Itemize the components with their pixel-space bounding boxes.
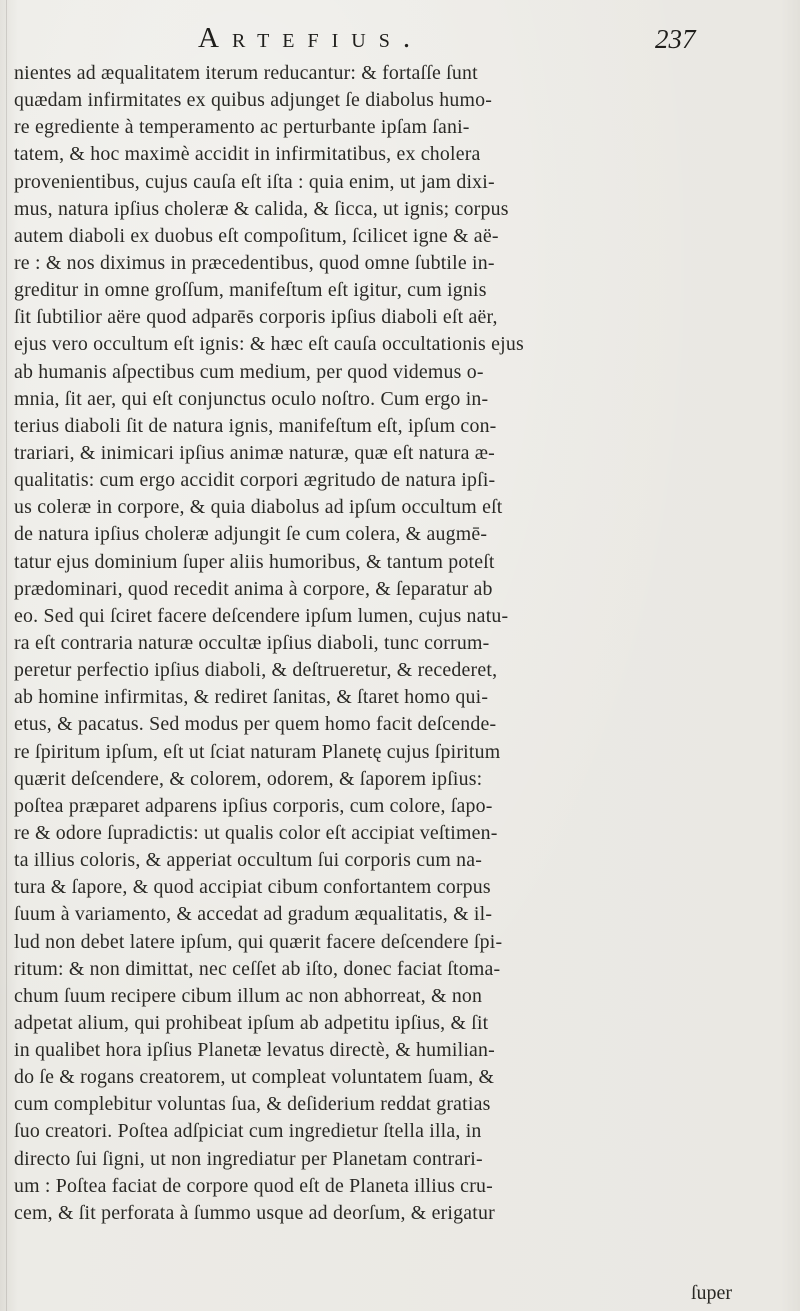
text-line: ſit ſubtilior aëre quod adparēs corporis ipſius diaboli eſt aër, [14, 306, 498, 329]
text-line: greditur in omne groſſum, manifeſtum eſt igitur, cum ignis [14, 279, 487, 302]
text-line: de natura ipſius choleræ adjungit ſe cum colera, & augmē- [14, 523, 488, 546]
text-line: ta illius coloris, & apperiat occultum ſui corporis cum na- [14, 849, 483, 872]
text-line: ab humanis aſpectibus cum medium, per quod videmus o- [14, 360, 484, 383]
text-line: directo ſui ſigni, ut non ingrediatur per Planetam contrari- [14, 1147, 483, 1170]
text-line: ra eſt contraria naturæ occultæ ipſius diaboli, tunc corrum- [14, 631, 490, 654]
text-line: etus, & pacatus. Sed modus per quem homo facit deſcende- [14, 713, 497, 736]
text-line: ritum: & non dimittat, nec ceſſet ab iſto, donec faciat ſtoma- [14, 957, 501, 980]
text-line: in qualibet hora ipſius Planetæ levatus directè, & humilian- [14, 1039, 496, 1062]
text-line: lud non debet latere ipſum, qui quærit facere deſcendere ſpi- [14, 930, 503, 953]
text-line: quærit deſcendere, & colorem, odorem, & ſaporem ipſius: [14, 767, 483, 790]
running-title: Artefius. [198, 22, 424, 54]
text-line: re ſpiritum ipſum, eſt ut ſciat naturam Planetę cujus ſpiritum [14, 740, 501, 763]
text-line: ſuo creatori. Poſtea adſpiciat cum ingredietur ſtella illa, in [14, 1120, 482, 1143]
page-header [0, 18, 800, 66]
text-line: re : & nos diximus in præcedentibus, quod omne ſubtile in- [14, 251, 495, 274]
text-line: adpetat alium, qui prohibeat ipſum ab adpetitu ipſius, & ſit [14, 1011, 489, 1034]
text-line: nientes ad æqualitatem iterum reducantur: & fortaſſe ſunt [14, 62, 478, 84]
text-line: mnia, ſit aer, qui eſt conjunctus oculo noſtro. Cum ergo in- [14, 387, 489, 410]
text-line: provenientibus, cujus cauſa eſt iſta : quia enim, ut jam dixi- [14, 170, 495, 193]
text-line: tatem, & hoc maximè accidit in infirmitatibus, ex cholera [14, 143, 481, 166]
text-line: autem diaboli ex duobus eſt compoſitum, ſcilicet igne & aë- [14, 224, 499, 247]
text-line: cum complebitur voluntas ſua, & deſiderium reddat gratias [14, 1093, 491, 1116]
text-line: tura & ſapore, & quod accipiat cibum confortantem corpus [14, 876, 491, 899]
text-line: qualitatis: cum ergo accidit corpori ægritudo de natura ipſi- [14, 469, 496, 492]
text-line: re & odore ſupradictis: ut qualis color eſt accipiat veſtimen- [14, 821, 498, 844]
text-line: chum ſuum recipere cibum illum ac non abhorreat, & non [14, 984, 483, 1007]
text-line: prædominari, quod recedit anima à corpore, & ſeparatur ab [14, 577, 493, 600]
text-line: ejus vero occultum eſt ignis: & hæc eſt cauſa occultationis ejus [14, 333, 524, 356]
text-line: ſuum à variamento, & accedat ad gradum æqualitatis, & il- [14, 903, 493, 926]
text-line: tatur ejus dominium ſuper aliis humoribus, & tantum poteſt [14, 550, 495, 573]
text-line: terius diaboli ſit de natura ignis, manifeſtum eſt, ipſum con- [14, 414, 497, 437]
text-line: ab homine infirmitas, & rediret ſanitas, & ſtaret homo qui- [14, 686, 489, 709]
text-line: mus, natura ipſius choleræ & calida, & ſicca, ut ignis; corpus [14, 197, 509, 220]
catchword: ſuper [691, 1282, 733, 1304]
text-line: cem, & ſit perforata à ſummo usque ad deorſum, & erigatur [14, 1201, 495, 1224]
text-line: trariari, & inimicari ipſius animæ naturæ, quæ eſt natura æ- [14, 441, 496, 464]
body-text [14, 60, 674, 1227]
gutter-line [6, 0, 7, 1311]
text-line: peretur perfectio ipſius diaboli, & deſtrueretur, & recederet, [14, 659, 498, 682]
text-line: re egrediente à temperamento ac perturbante ipſam ſani- [14, 116, 470, 139]
text-line: um : Poſtea faciat de corpore quod eſt de Planeta illius cru- [14, 1174, 493, 1197]
page-number: 237 [655, 24, 696, 54]
text-line: do ſe & rogans creatorem, ut compleat voluntatem ſuam, & [14, 1066, 495, 1089]
text-line: eo. Sed qui ſciret facere deſcendere ipſum lumen, cujus natu- [14, 604, 509, 627]
text-line: poſtea præparet adparens ipſius corporis, cum colore, ſapo- [14, 794, 493, 817]
text-line: us coleræ in corpore, & quia diabolus ad ipſum occultum eſt [14, 496, 503, 519]
text-line: quædam infirmitates ex quibus adjunget ſe diabolus humo- [14, 89, 493, 112]
